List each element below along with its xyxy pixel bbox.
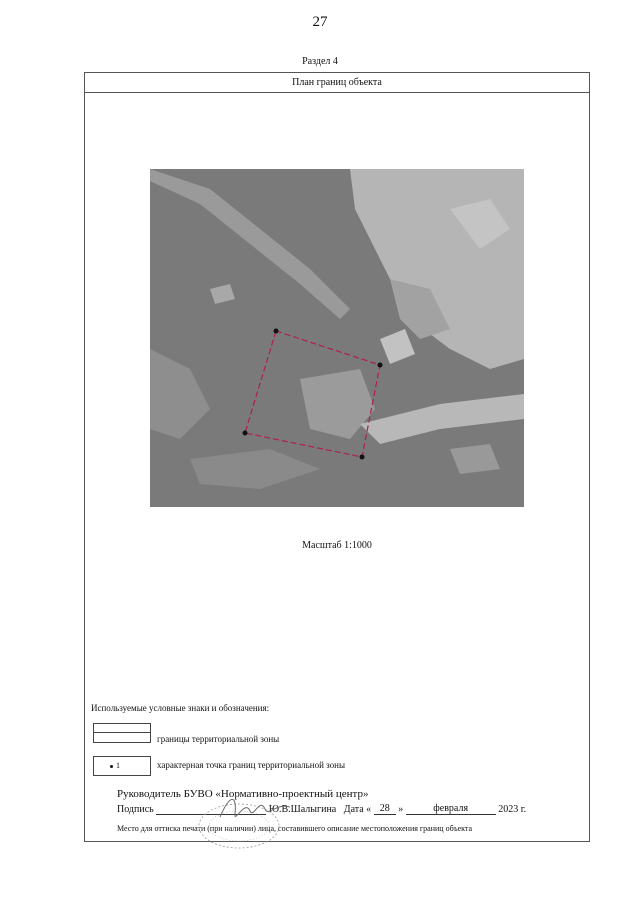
aerial-map-image <box>150 169 524 507</box>
handwritten-signature <box>215 789 295 829</box>
sign-label: Подпись <box>117 804 154 815</box>
section-label: Раздел 4 <box>302 56 338 67</box>
page-number: 27 <box>312 14 328 30</box>
frame-title: План границ объекта <box>85 73 589 93</box>
date-label: Дата « <box>343 804 372 815</box>
legend-line-symbol <box>93 723 151 743</box>
signer-name: Ю.В.Шалыгина <box>268 804 337 815</box>
date-day: 28 <box>374 803 396 815</box>
organization-head: Руководитель БУВО «Нормативно-проектный центр» <box>117 788 369 800</box>
signature-row <box>117 803 526 815</box>
legend-point-symbol <box>93 756 151 776</box>
boundary-line-icon <box>94 732 150 733</box>
legend-title: Используемые условные знаки и обозначения: <box>91 703 270 713</box>
point-icon <box>110 765 113 768</box>
date-quote-close: » <box>398 804 404 815</box>
scale-label: Масштаб 1:1000 <box>302 540 372 551</box>
date-month: февраля <box>406 803 496 815</box>
plan-frame <box>84 72 590 842</box>
legend-line-label: границы территориальной зоны <box>157 734 280 744</box>
legend-point-number: 1 <box>116 761 120 770</box>
aerial-map <box>150 169 524 507</box>
date-year: 2023 г. <box>498 804 527 815</box>
seal-note: Место для оттиска печати (при наличии) лица, составившего описание местоположения границ объекта <box>117 824 473 833</box>
legend-point-label: характерная точка границ территориальной зоны <box>157 760 346 770</box>
